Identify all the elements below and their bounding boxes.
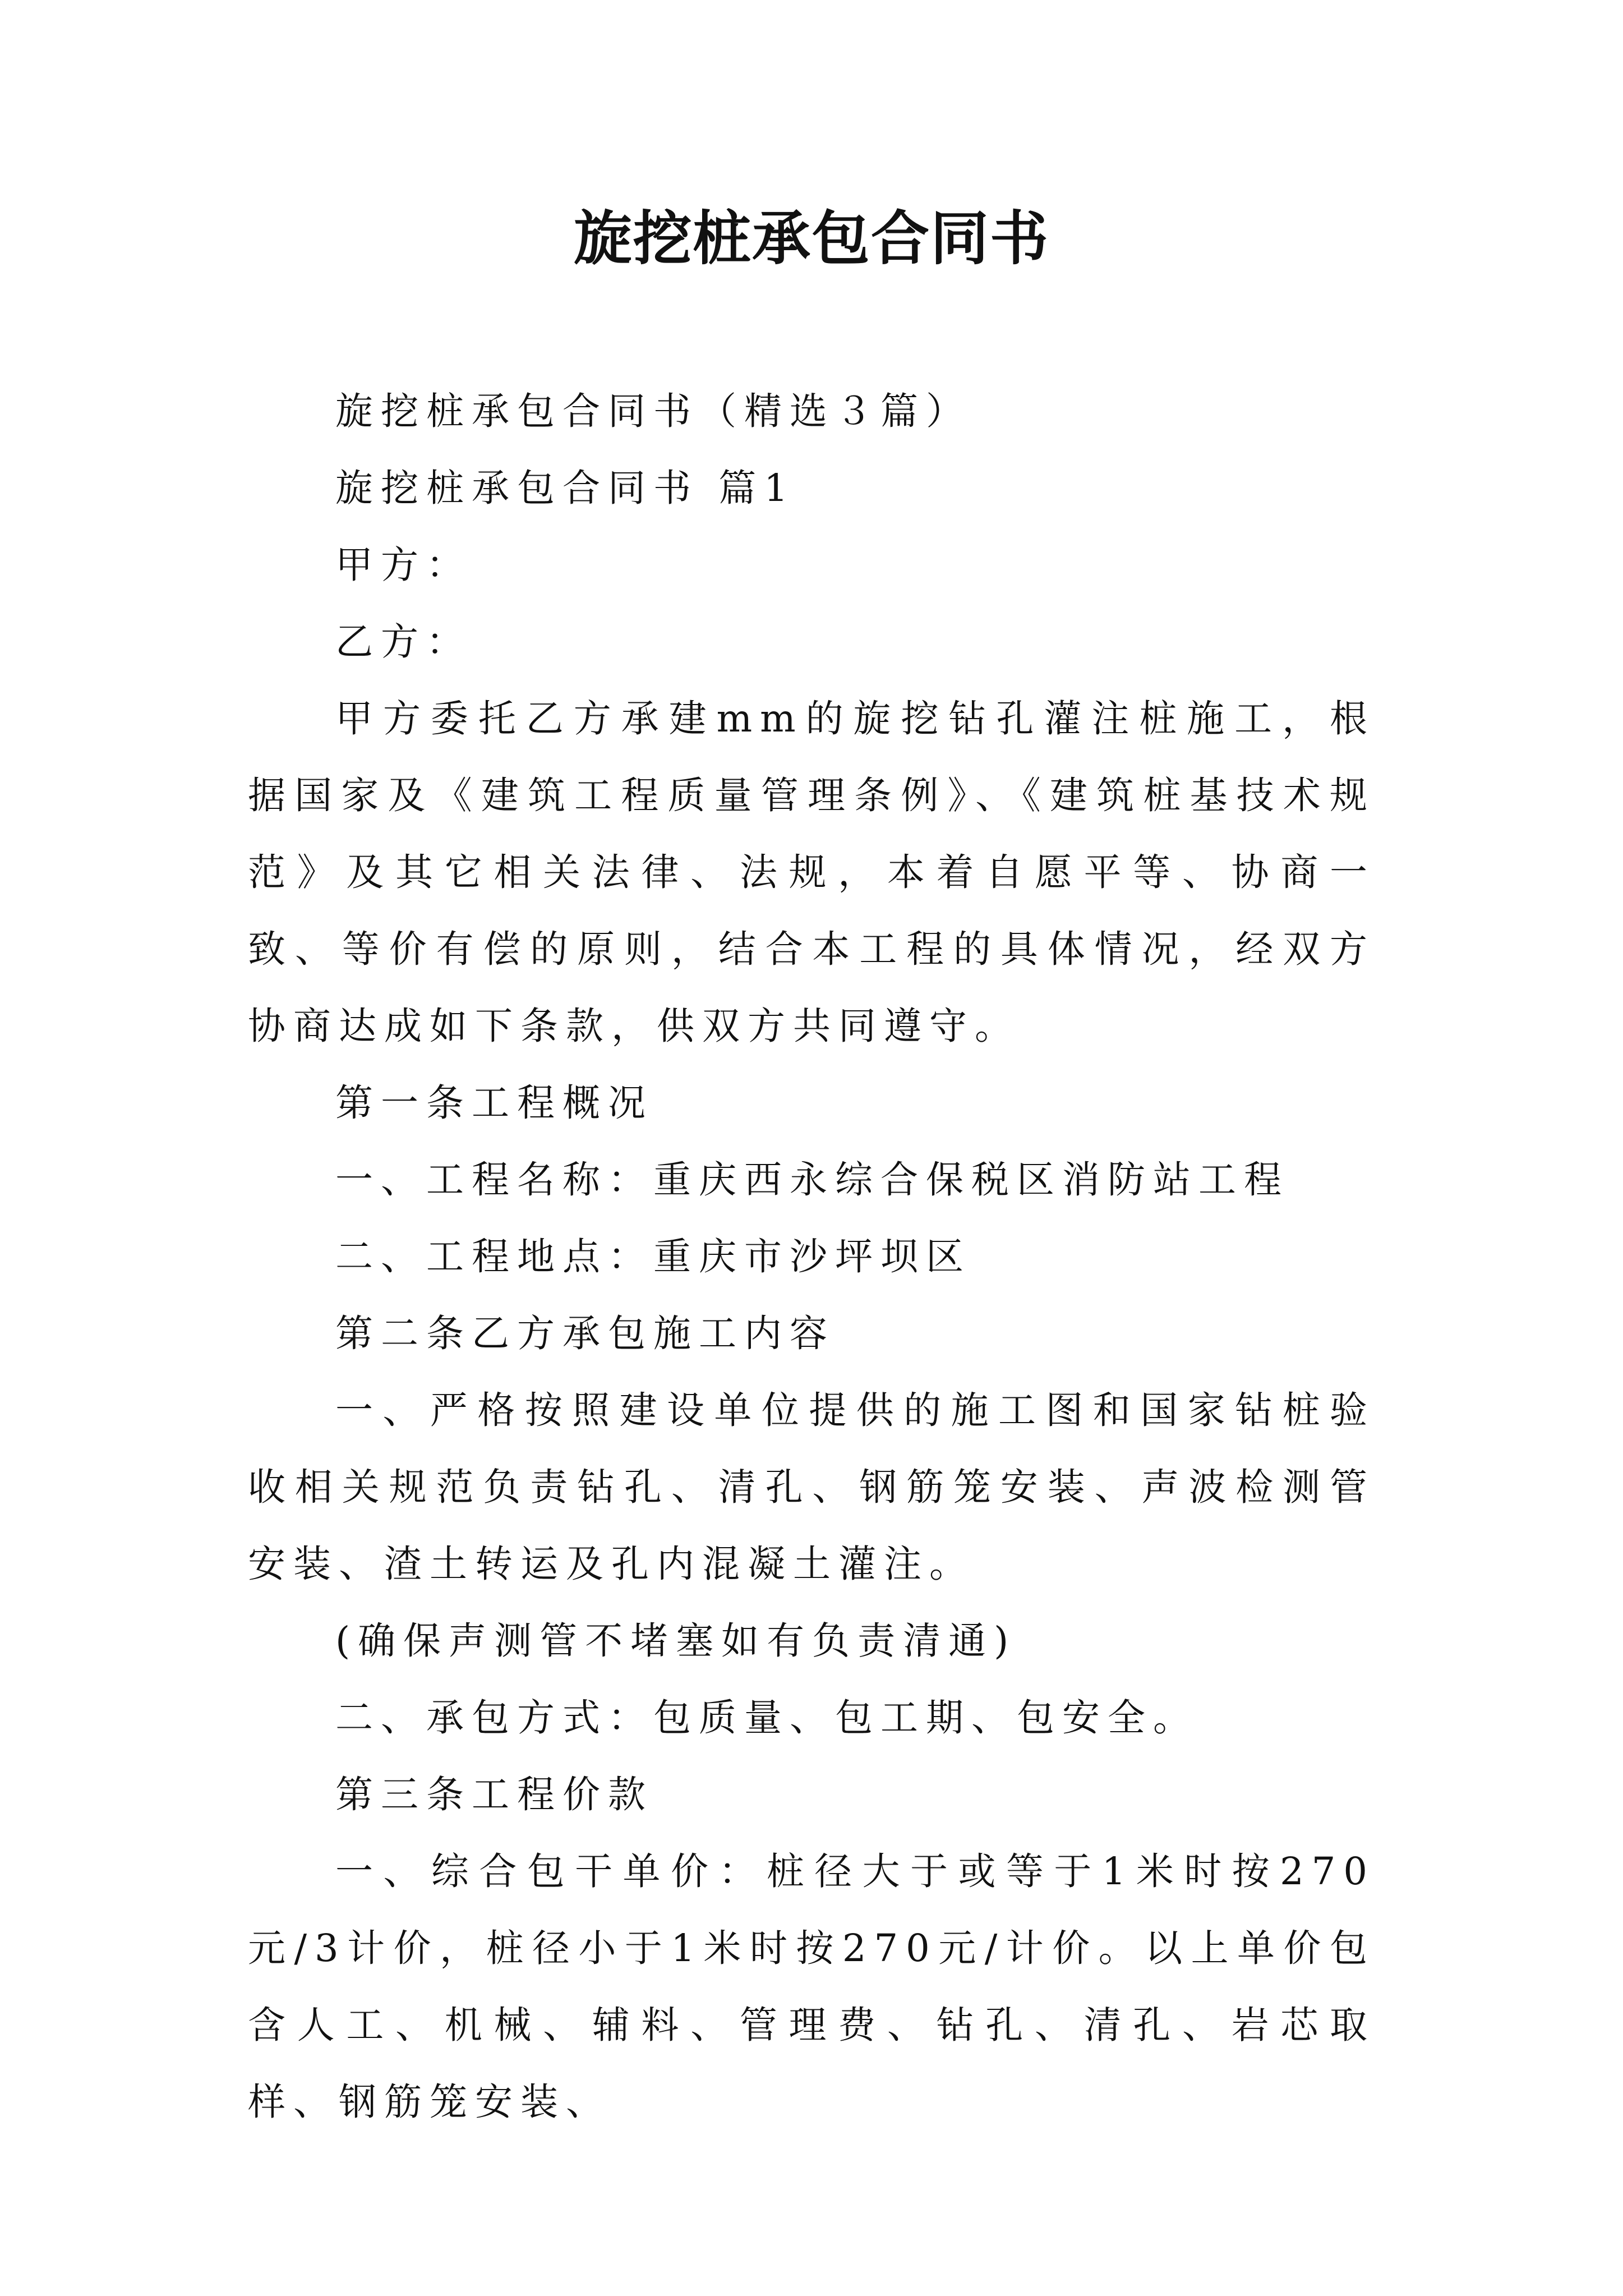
document-title: 旋挖桩承包合同书 xyxy=(573,204,1049,273)
paragraph-party-b: 乙方： xyxy=(335,620,472,664)
document-body xyxy=(248,373,1375,2141)
paragraph-article-3: 第三条工程价款 xyxy=(335,1773,653,1816)
paragraph-scope: 一、严格按照建设单位提供的施工图和国家钻桩验收相关规范负责钻孔、清孔、钢筋笼安装、声波检测管安装、渣土转运及孔内混凝土灌注。 xyxy=(248,1388,1375,1586)
paragraph-section-heading: 旋挖桩承包合同书 篇1 xyxy=(335,466,796,510)
paragraph-contract-method: 二、承包方式：包质量、包工期、包安全。 xyxy=(335,1696,1198,1740)
paragraph-article-1: 第一条工程概况 xyxy=(335,1081,653,1125)
paragraph-article-2: 第二条乙方承包施工内容 xyxy=(335,1312,835,1355)
paragraph-project-location: 二、工程地点：重庆市沙坪坝区 xyxy=(335,1235,971,1278)
paragraph-collection-heading: 旋挖桩承包合同书（精选３篇） xyxy=(335,389,971,433)
paragraph-party-a: 甲方： xyxy=(335,543,472,587)
paragraph-scope-note: (确保声测管不堵塞如有负责清通) xyxy=(335,1619,1017,1663)
paragraph-unit-price: 一、综合包干单价：桩径大于或等于1米时按270元/3计价，桩径小于1米时按270元/计价。以上单价包含人工、机械、辅料、管理费、钻孔、清孔、岩芯取样、钢筋笼安装、 xyxy=(248,1849,1375,2124)
paragraph-preamble: 甲方委托乙方承建mm的旋挖钻孔灌注桩施工，根据国家及《建筑工程质量管理条例》、《建筑桩基技术规范》及其它相关法律、法规，本着自愿平等、协商一致、等价有偿的原则，结合本工程的具体情况，经双方协商达成如下条款，供双方共同遵守。 xyxy=(248,697,1375,1048)
paragraph-project-name: 一、工程名称：重庆西永综合保税区消防站工程 xyxy=(335,1158,1289,1202)
